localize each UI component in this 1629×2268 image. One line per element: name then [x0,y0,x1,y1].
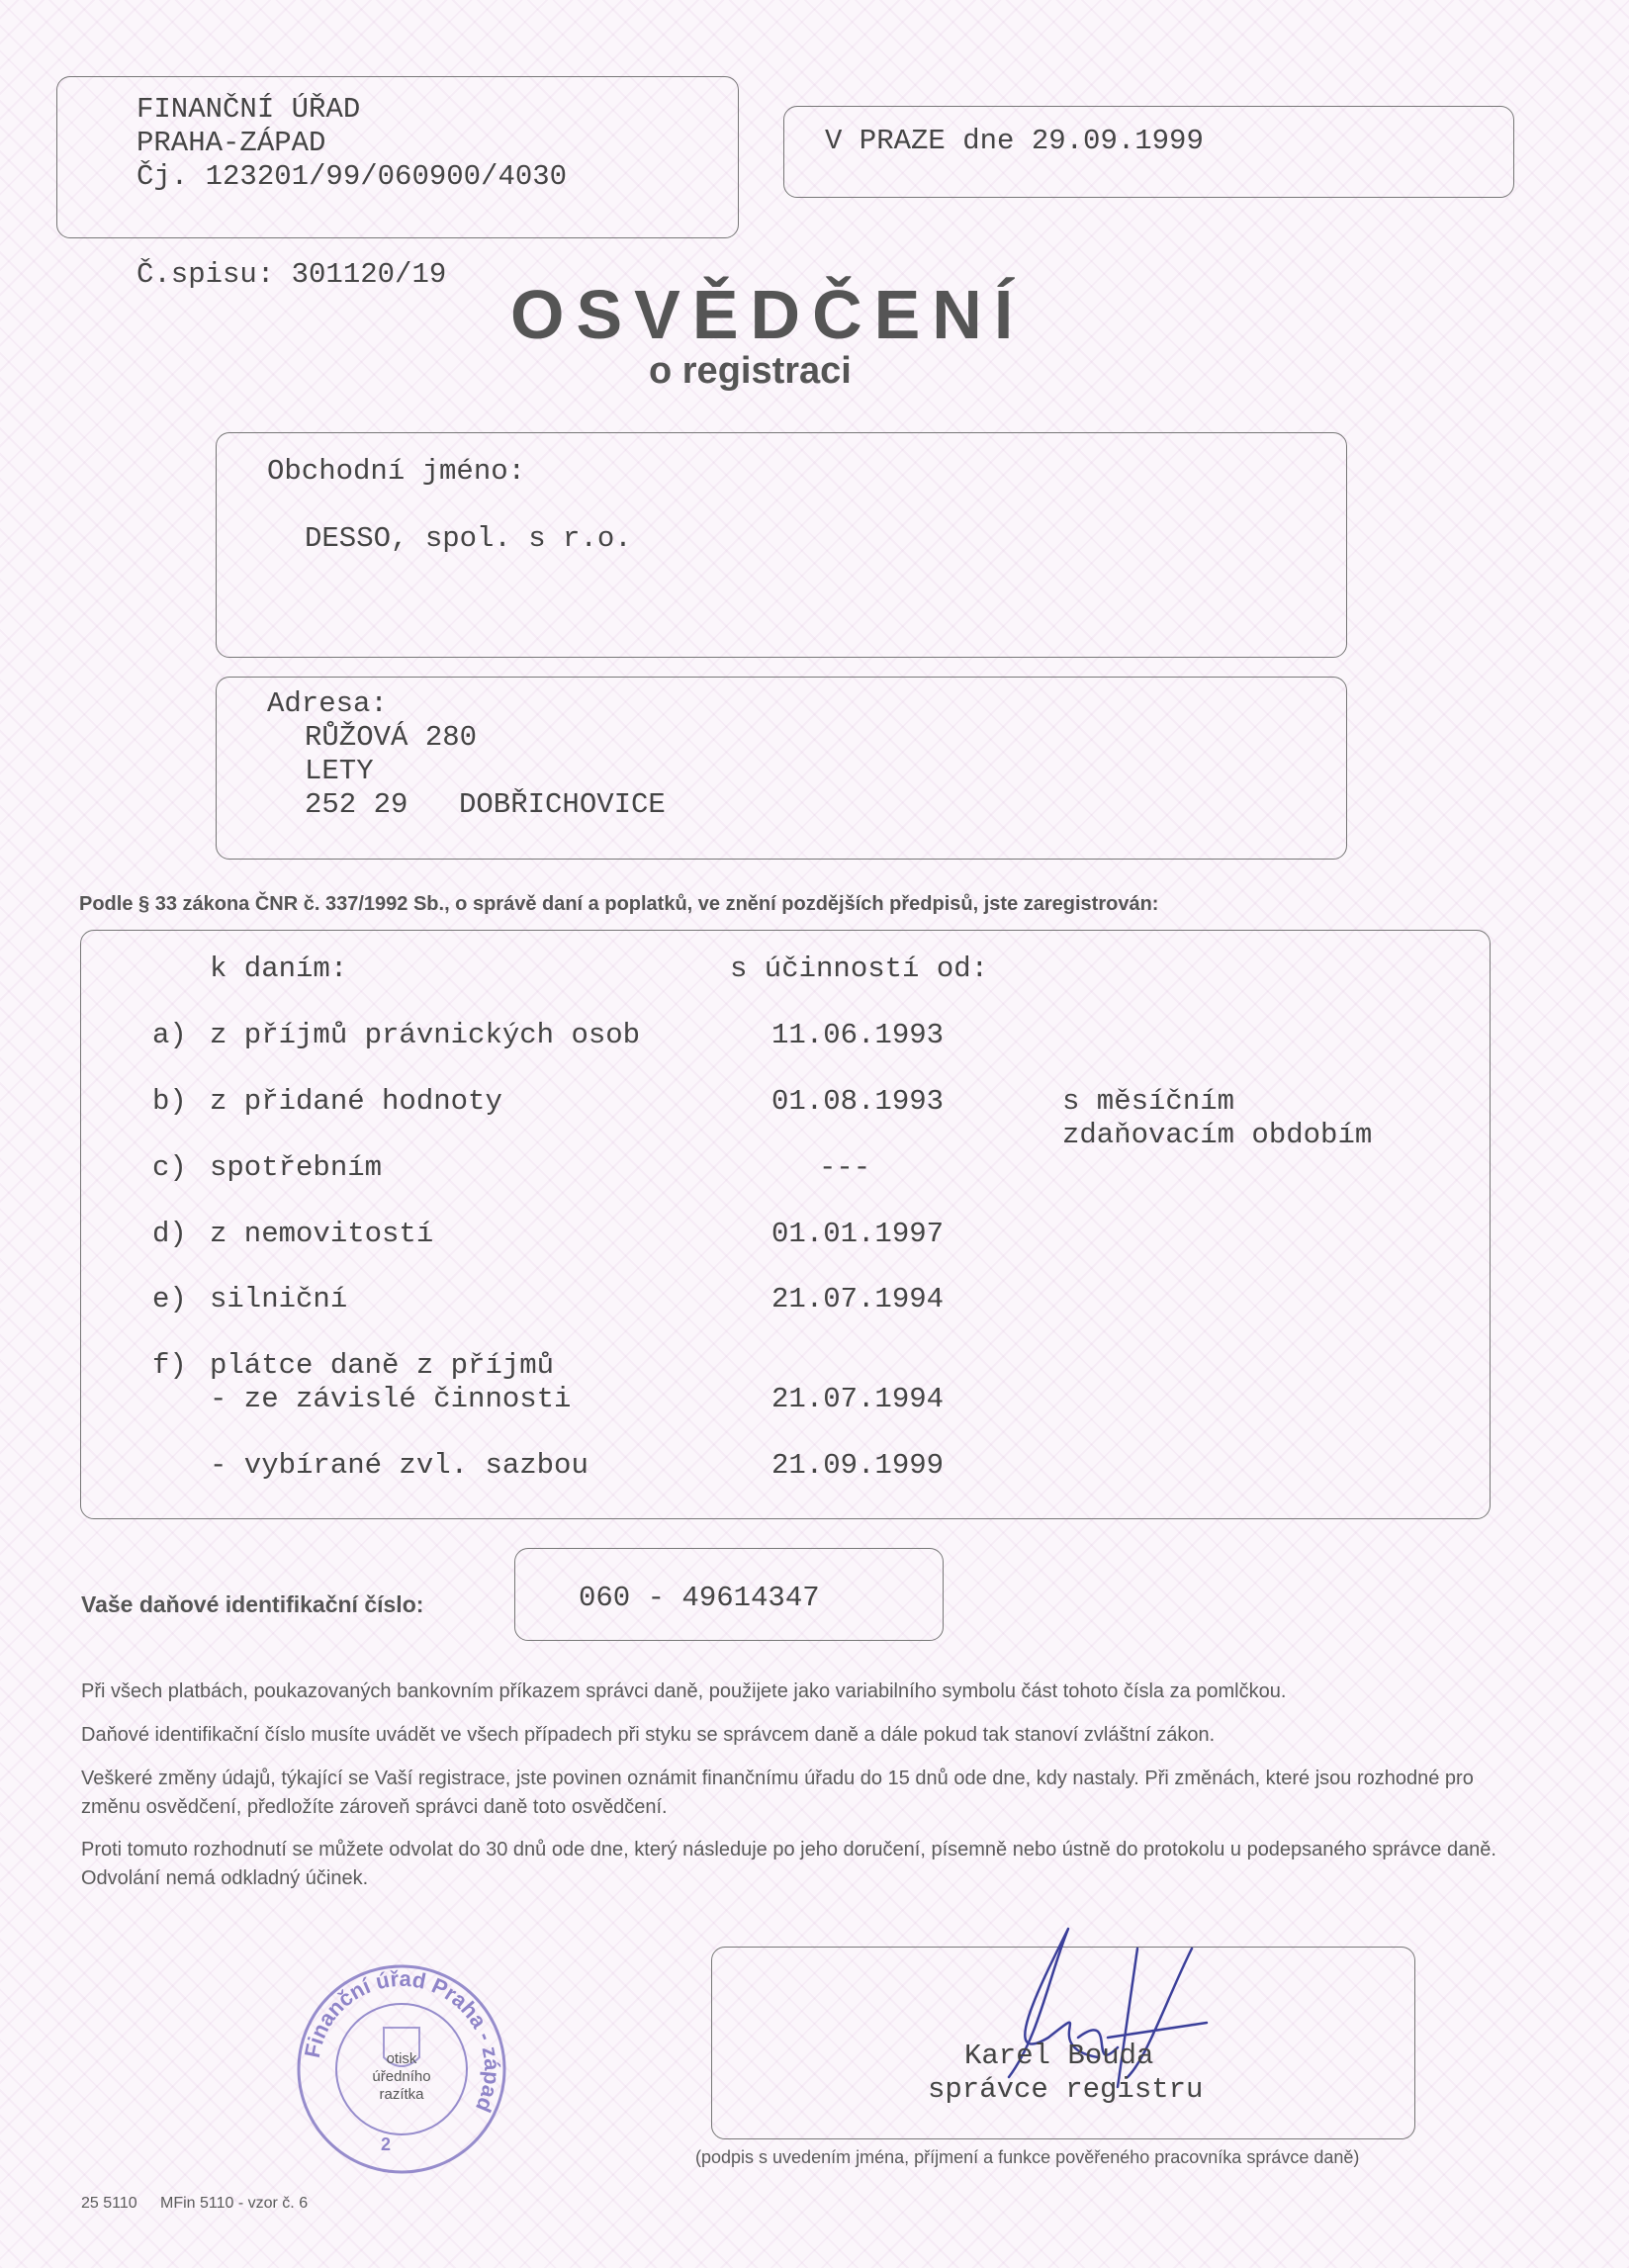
address-label: Adresa: [267,687,388,720]
signature-caption: (podpis s uvedením jména, příjmení a funkce pověřeného pracovníka správce daně) [695,2147,1360,2167]
address-city: DOBŘICHOVICE [459,788,666,821]
address-locality: LETY [305,755,374,787]
tax-subrow-name: - vybírané zvl. sazbou [210,1449,588,1482]
instruction-paragraph: Veškeré změny údajů, týkající se Vaší registrace, jste povinen oznámit finančnímu úřadu do 15 dnů ode dne, kdy nastaly. Při změnách, které jsou rozhodné pro změnu osvědčení, předložíte zároveň správci daně toto osvědčení. [81,1768,1474,1818]
address-street: RŮŽOVÁ 280 [305,721,478,754]
tax-row-name: silniční [210,1283,348,1315]
tax-row-name: z nemovitostí [210,1218,434,1250]
tax-row-letter: f) [152,1349,187,1382]
instruction-paragraph: Proti tomuto rozhodnutí se můžete odvolat do 30 dnů ode dne, který následuje po jeho doručení, písemně nebo ústně do protokolu u podepsaného správce daně. Odvolání nemá odkladný účinek. [81,1839,1496,1889]
document-subtitle: o registraci [649,350,852,392]
tax-row-letter: e) [152,1283,187,1315]
tax-row-name: z přidané hodnoty [210,1085,502,1118]
stamp-number: 2 [380,2134,392,2154]
tax-row-name: spotřebním [210,1151,383,1184]
tax-row-name: plátce daně z příjmů [210,1349,555,1382]
legal-basis: Podle § 33 zákona ČNR č. 337/1992 Sb., o správě daní a poplatků, ve znění pozdějších předpisů, jste zaregistrován: [79,893,1159,915]
tax-subrow-date: 21.07.1994 [771,1383,945,1415]
footer-form: MFin 5110 - vzor č. 6 [160,2195,309,2212]
tax-row-date: 01.01.1997 [771,1218,945,1250]
tax-row-letter: a) [152,1019,187,1051]
business-name-value: DESSO, spol. s r.o. [305,522,632,555]
vat-period-note-1: s měsíčním [1062,1085,1235,1118]
official-stamp [289,1956,514,2182]
footer-code: 25 5110 [81,2195,137,2212]
stamp-center-1: otisk [386,2050,417,2067]
tax-row-date: 21.07.1994 [771,1283,945,1315]
business-name-label: Obchodní jméno: [267,455,526,488]
tax-row-letter: b) [152,1085,187,1118]
document-title: OSVĚDČENÍ [510,276,1026,353]
reference-number: Čj. 123201/99/060900/4030 [136,160,568,193]
tax-row-date: --- [819,1151,871,1184]
tax-subrow-name: - ze závislé činnosti [210,1383,572,1415]
signatory-name: Karel Bouda [964,2040,1154,2072]
taxes-header-left: k daním: [210,953,348,985]
stamp-ring-text: Finanční úřad Praha - západ [299,1965,505,2117]
stamp-center-3: razítka [379,2086,424,2103]
tax-row-name: z příjmů právnických osob [210,1019,641,1051]
signatory-role: správce registru [928,2073,1204,2106]
office-name: FINANČNÍ ÚŘAD [136,93,361,126]
file-number: Č.spisu: 301120/19 [136,258,447,291]
vat-period-note-2: zdaňovacím obdobím [1062,1119,1373,1151]
office-district: PRAHA-ZÁPAD [136,127,326,159]
tax-row-letter: d) [152,1218,187,1250]
address-zip: 252 29 [305,788,408,821]
tax-row-letter: c) [152,1151,187,1184]
instruction-paragraph: Při všech platbách, poukazovaných bankovním příkazem správci daně, použijete jako variabilního symbolu část tohoto čísla za pomlčkou. [81,1680,1287,1702]
dic-label: Vaše daňové identifikační číslo: [81,1591,424,1617]
place-date: V PRAZE dne 29.09.1999 [825,125,1204,157]
instruction-paragraph: Daňové identifikační číslo musíte uvádět ve všech případech při styku se správcem daně a dále pokud tak stanoví zvláštní zákon. [81,1724,1216,1746]
tax-subrow-date: 21.09.1999 [771,1449,945,1482]
taxes-header-right: s účinností od: [730,953,989,985]
tax-row-date: 11.06.1993 [771,1019,945,1051]
tax-row-date: 01.08.1993 [771,1085,945,1118]
dic-value: 060 - 49614347 [579,1582,820,1614]
stamp-center-2: úředního [372,2068,431,2085]
